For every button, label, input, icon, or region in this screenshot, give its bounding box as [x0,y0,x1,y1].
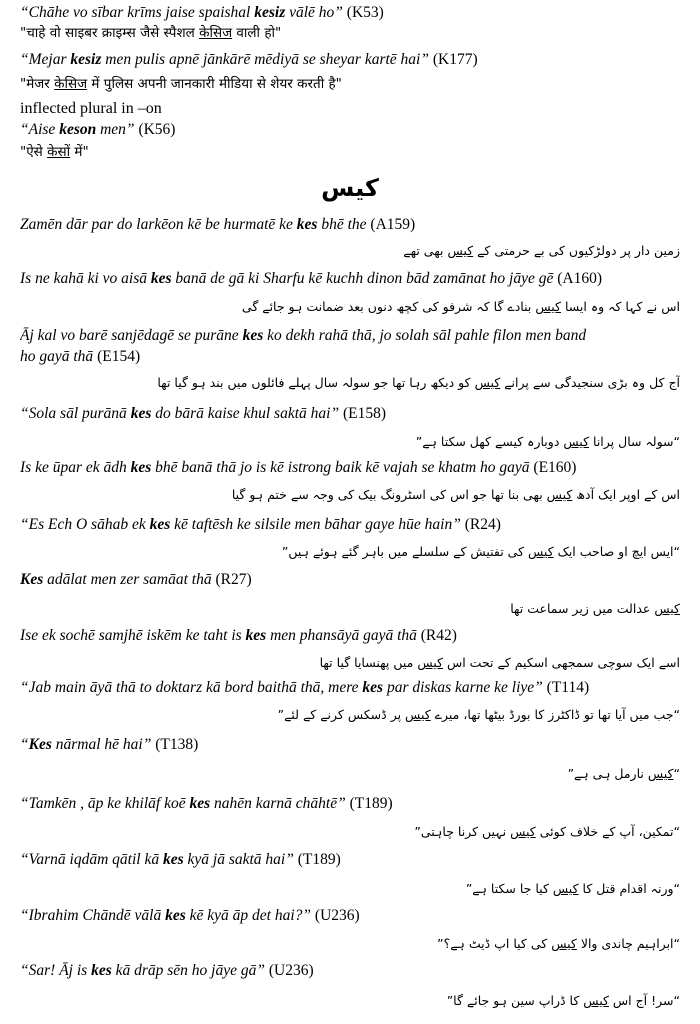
urdu-a160: اس نے کہا کہ وہ ایسا کیس بنادے گا کہ شرفو کی کچھ دنوں بعد ضمانت ہو جائے گی [241,299,680,314]
urdu-t114: “جب میں آیا تھا تو ڈاکٹرز کا بورڈ بیٹھا تھا، میرے کیس پر ڈسکس کرنے کے لئے” [277,707,680,722]
example-e154: Āj kal vo barē sanjēdagē se purāne kes ko dekh rahā thā, jo solah sāl pahle filon men band [20,327,587,344]
urdu-u236b: “سر! آج اس کیس کا ڈراپ سین ہو جائے گا” [446,993,680,1008]
example-t189b: “Varnā iqdām qātil kā kes kyā jā saktā hai” (T189) [20,851,341,868]
plural-note: inflected plural in –on [20,100,162,117]
urdu-r24: “ایس ایچ او صاحب ایک کیس کی تفتیش کے سلسلے میں باہر گئے ہوئے ہیں” [281,544,680,559]
example-r24: “Es Ech O sāhab ek kes kē taftēsh ke silsile men bāhar gaye hūe hain” (R24) [20,516,501,533]
urdu-e160: اس کے اوپر ایک آدھ کیس بھی بنا تھا جو اس کی اسٹرونگ بیک کی وجہ سے ختم ہو گیا [231,487,680,502]
example-k177: “Mejar kesiz men pulis apnē jānkārē mēdiyā se sheyar kartē hai” (K177) [20,51,478,68]
urdu-t189a: “تمکین، آپ کے خلاف کوئی کیس نہیں کرنا چاہتی” [414,824,680,839]
urdu-a159: زمین دار پر دولڑکیوں کی بے حرمتی کے کیس بھی تھے [403,243,680,258]
example-a159: Zamēn dār par do larkēon kē be hurmatē ke kes bhē the (A159) [20,216,416,233]
example-r42: Ise ek sochē samjhē iskēm ke taht is kes men phansāyā gayā thā (R42) [20,627,457,644]
urdu-t138: “کیس نارمل ہی ہے” [567,766,680,781]
urdu-r27: کیس عدالت میں زیر سماعت تھا [510,601,680,616]
example-a160: Is ne kahā ki vo aisā kes banā de gā ki Sharfu kē kuchh dinon bād zamānat ho jāye gē (A160) [20,270,603,287]
example-r27: Kes adālat men zer samāat thā (R27) [20,571,252,588]
devanagari-k56: "ऐसे केसों में" [20,144,89,160]
example-k56: “Aise keson men” (K56) [20,121,176,138]
example-t114: “Jab main āyā thā to doktarz kā bord baithā thā, mere kes par diskas karne ke liye” (T114) [20,679,590,696]
devanagari-k177: "मेजर केसिज में पुलिस अपनी जानकारी मीडिया से शेयर करती है" [20,76,342,92]
example-e160: Is ke ūpar ek ādh kes bhē banā thā jo is kē istrong baik kē vajah se khatm ho gayā (E160) [20,459,577,476]
devanagari-k53: "चाहे वो साइबर क्राइम्स जैसे स्पैशल केसिज वाली हो" [20,25,282,41]
example-t189a: “Tamkēn , āp ke khilāf koē kes nahēn karnā chāhtē” (T189) [20,795,393,812]
urdu-t189b: “ورنہ اقدام قتل کا کیس کیا جا سکتا ہے” [465,881,680,896]
urdu-r42: اسے ایک سوچی سمجھی اسکیم کے تحت اس کیس میں پھنسایا گیا تھا [319,655,680,670]
urdu-e158: “سولہ سال پرانا کیس دوبارہ کیسے کھل سکتا ہے” [415,434,680,449]
example-e154-cont: ho gayā thā (E154) [20,348,141,365]
urdu-heading: کیس [321,174,379,202]
example-u236b: “Sar! Āj is kes kā drāp sēn ho jāye gā” (U236) [20,962,314,979]
example-k53: “Chāhe vo sībar krīms jaise spaishal kesiz vālē ho” (K53) [20,4,384,21]
urdu-e154: آج کل وہ بڑی سنجیدگی سے پرانے کیس کو دیکھ رہا تھا جو سولہ سال پہلے فائلوں میں بند ہو گیا تھا [157,375,680,390]
example-e158: “Sola sāl purānā kes do bārā kaise khul saktā hai” (E158) [20,405,386,422]
urdu-u236a: “ابراہیم چاندی والا کیس کی کیا اپ ڈیٹ ہے؟” [437,936,680,951]
example-t138: “Kes nārmal hē hai” (T138) [20,736,199,753]
example-u236a: “Ibrahim Chāndē vālā kes kē kyā āp det hai?” (U236) [20,907,360,924]
